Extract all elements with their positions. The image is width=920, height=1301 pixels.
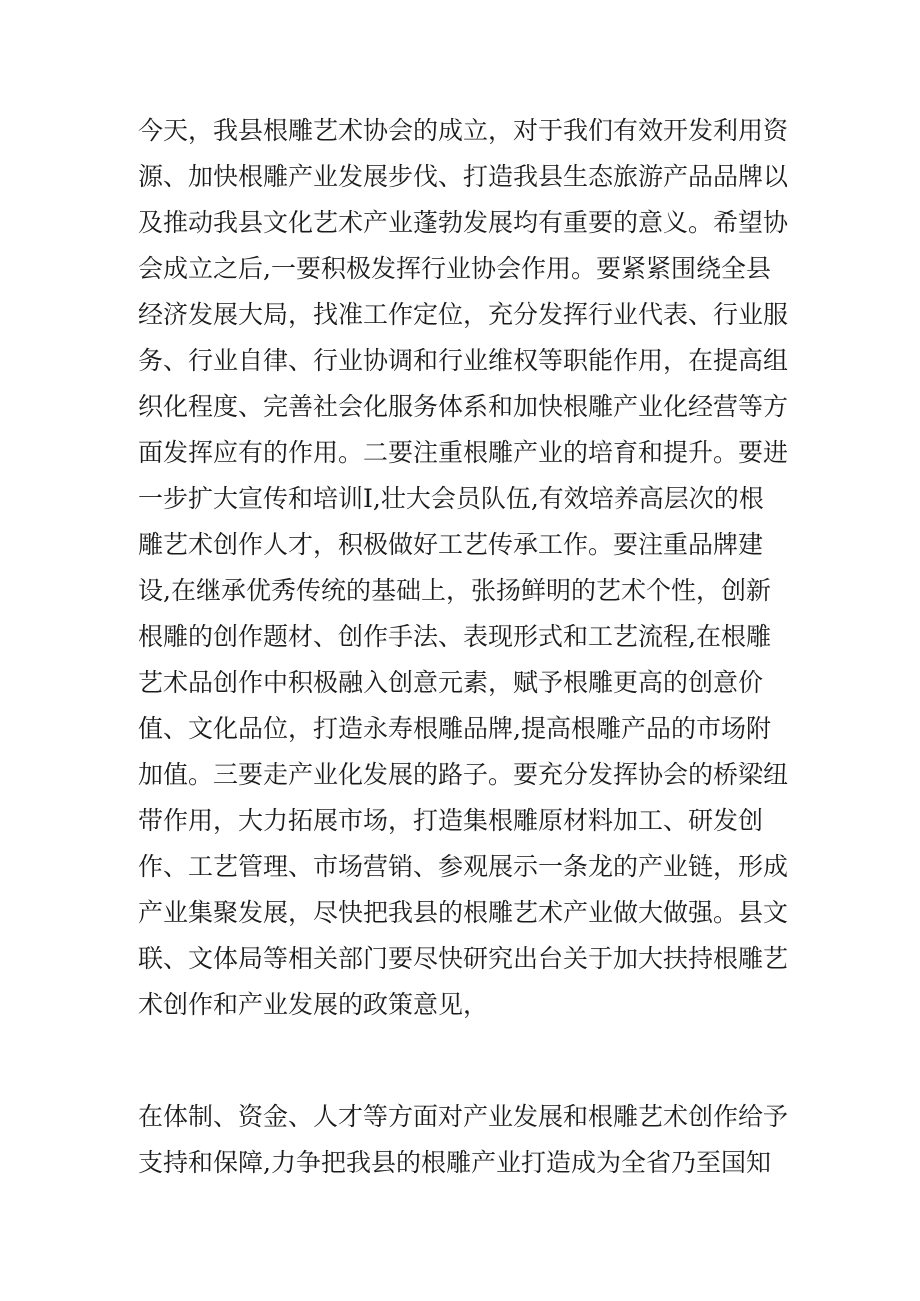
body-paragraph-2: 在体制、资金、人才等方面对产业发展和根雕艺术创作给予支持和保障,力争把我县的根雕产业打造成为全省乃至国知 <box>138 1102 789 1177</box>
body-paragraph-1: 今天，我县根雕艺术协会的成立，对于我们有效开发利用资源、加快根雕产业发展步伐、打造我县生态旅游产品品牌以及推动我县文化艺术产业蓬勃发展均有重要的意义。希望协会成立之后,一要积极发挥行业协会作用。要紧紧围绕全县经济发展大局，找准工作定位，充分发挥行业代表、行业服务、行业自律、行业协调和行业维权等职能作用，在提高组织化程度、完善社会化服务体系和加快根雕产业化经营等方面发挥应有的作用。二要注重根雕产业的培育和提升。要进一步扩大宣传和培训I,壮大会员队伍,有效培养高层次的根雕艺术创作人才，积极做好工艺传承工作。要注重品牌建设,在继承优秀传统的基础上，张扬鲜明的艺术个性，创新根雕的创作题材、创作手法、表现形式和工艺流程,在根雕艺术品创作中积极融入创意元素，赋予根雕更高的创意价值、文化品位，打造永寿根雕品牌,提高根雕产品的市场附加值。三要走产业化发展的路子。要充分发挥协会的桥梁纽带作用，大力拓展市场，打造集根雕原材料加工、研发创作、工艺管理、市场营销、参观展示一条龙的产业链，形成产业集聚发展，尽快把我县的根雕艺术产业做大做强。县文联、文体局等相关部门要尽快研究出台关于加大扶持根雕艺术创作和产业发展的政策意见， <box>138 116 789 1019</box>
